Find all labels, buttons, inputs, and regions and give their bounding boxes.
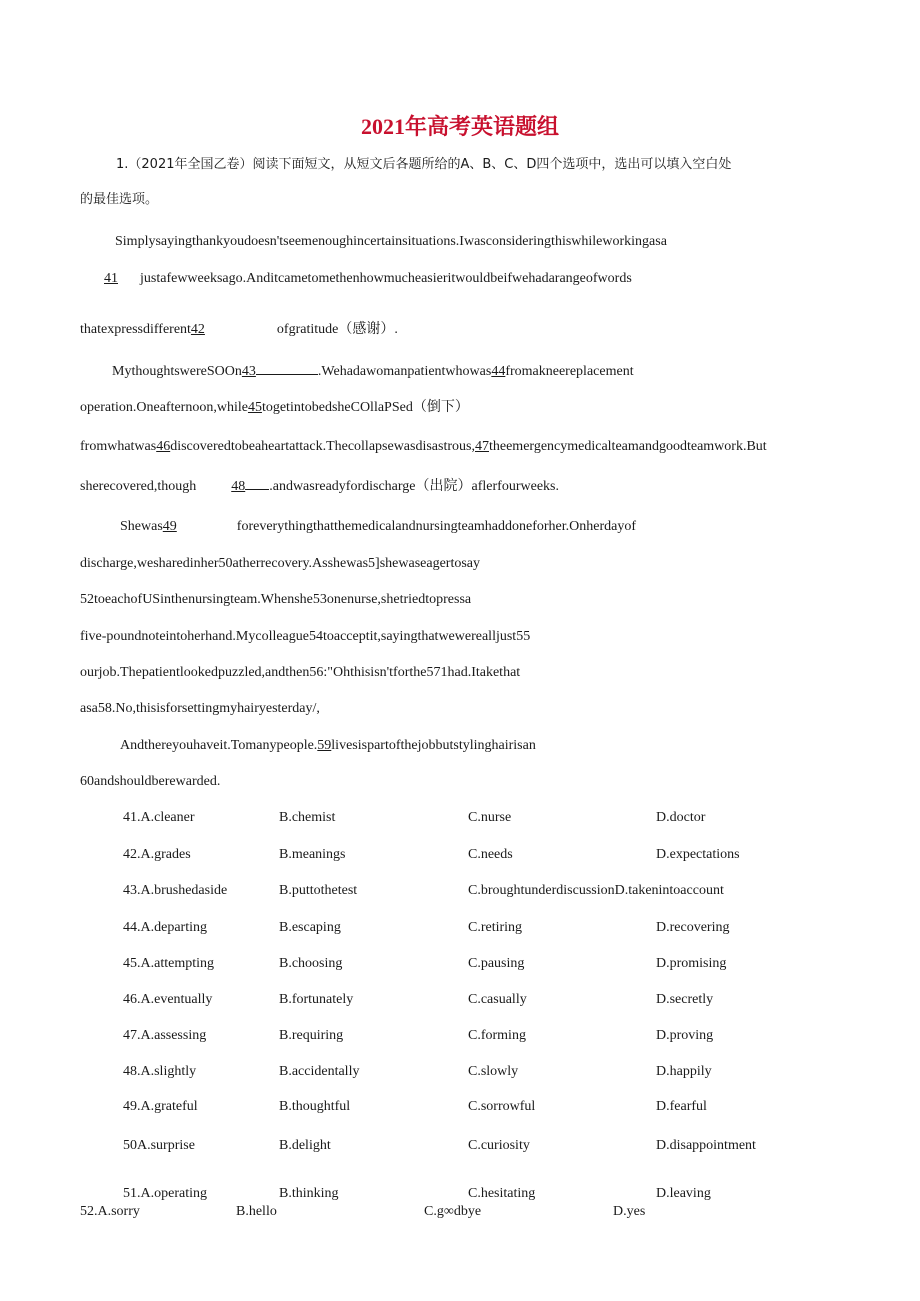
option-d: D.fearful (656, 1099, 707, 1114)
passage-line-4 (112, 361, 634, 381)
option-a: 44.A.departing (123, 920, 207, 935)
blank-line (256, 361, 318, 375)
passage-text: operation.Oneafternoon,while (80, 400, 248, 415)
option-a: 42.A.grades (123, 847, 191, 862)
option-a: 43.A.brushedaside (123, 883, 228, 898)
option-c: C.pausing (468, 956, 525, 971)
passage-line-8 (120, 518, 636, 536)
option-d: D.disappointment (656, 1138, 756, 1153)
passage-text: livesispartofthejobbutstylinghairisan (331, 738, 536, 753)
passage-text: thatexpressdifferent (80, 322, 191, 337)
option-d: D.promising (656, 956, 727, 971)
option-b: B.thoughtful (279, 1099, 351, 1114)
option-d: D.yes (613, 1204, 646, 1219)
option-a: 50A.surprise (123, 1138, 195, 1153)
option-c: C.retiring (468, 920, 523, 935)
option-b: B.thinking (279, 1186, 339, 1201)
passage-line-5 (80, 399, 469, 417)
option-b: B.accidentally (279, 1064, 360, 1079)
passage-text: togetintobedsheCOllaPSed（倒下） (261, 400, 469, 415)
blank-49: 49 (162, 519, 177, 534)
blank-44: 44 (491, 364, 506, 379)
option-d: D.leaving (656, 1186, 711, 1201)
blank-line (245, 476, 269, 490)
option-a: 45.A.attempting (123, 956, 214, 971)
passage-text: Andthereyouhaveit.Tomanypeople. (120, 738, 318, 753)
option-d: D.secretly (656, 992, 714, 1007)
passage-text: Shewas (120, 519, 163, 534)
option-c: C.forming (468, 1028, 526, 1043)
option-d: D.happily (656, 1064, 712, 1079)
passage-text: discoveredtobeaheartattack.Thecollapsewasdisastrous, (170, 439, 475, 454)
page-title: 2021年高考英语题组 (360, 114, 559, 139)
blank-43: 43 (241, 364, 256, 379)
passage-line-1: Simplysayingthankyoudoesn'tseemenoughincertainsituations.Iwasconsideringthiswhileworkingasa (115, 234, 667, 249)
option-b: B.delight (279, 1138, 331, 1153)
option-d: D.recovering (656, 920, 730, 935)
passage-line-9: discharge,wesharedinher50atherrecovery.Asshewas5]shewaseagertosay (80, 556, 480, 571)
passage-text: foreverythingthatthemedicalandnursingteamhaddoneforher.Onherdayof (236, 519, 637, 534)
passage-text: justafewweeksago.Anditcametomethenhowmucheasieritwouldbeifwehadarangeofwords (140, 271, 632, 286)
passage-text: MythoughtswereSOOn (112, 364, 242, 379)
passage-line-11: five-poundnoteintoherhand.Mycolleague54toacceptit,sayingthatwewerealljust55 (80, 629, 531, 644)
option-d: D.doctor (656, 810, 706, 825)
option-b: B.choosing (279, 956, 343, 971)
option-c: C.casually (468, 992, 527, 1007)
passage-line-7 (80, 476, 559, 496)
blank-59: 59 (317, 738, 332, 753)
blank-48: 48 (231, 479, 246, 494)
passage-line-15: 60andshouldberewarded. (80, 774, 221, 789)
passage-text: theemergencymedicalteamandgoodteamwork.But (488, 439, 767, 454)
option-b: B.meanings (279, 847, 346, 862)
option-c: C.curiosity (468, 1138, 530, 1153)
instruction-line-1: 1.（2021年全国乙卷）阅读下面短文，从短文后各题所给的A、B、C、D四个选项中，选出可以填入空白处 (116, 157, 732, 172)
option-a: 51.A.operating (123, 1186, 207, 1201)
option-c: C.sorrowful (468, 1099, 536, 1114)
passage-line-12: ourjob.Thepatientlookedpuzzled,andthen56:"Ohthisisn'tforthe571had.Itakethat (80, 665, 521, 680)
passage-line-14 (120, 737, 536, 755)
blank-42: 42 (190, 322, 205, 337)
option-b: B.chemist (279, 810, 336, 825)
passage-text: fromakneereplacement (505, 364, 634, 379)
option-c: C.slowly (468, 1064, 519, 1079)
option-b: B.puttothetest (279, 883, 358, 898)
option-c: C.nurse (468, 810, 512, 825)
passage-line-3 (80, 321, 398, 339)
option-a: 48.A.slightly (123, 1064, 197, 1079)
option-b: B.fortunately (279, 992, 354, 1007)
option-d: D.expectations (656, 847, 740, 862)
option-b: B.requiring (279, 1028, 344, 1043)
passage-line-6 (80, 438, 767, 456)
option-b: B.escaping (279, 920, 341, 935)
blank-45: 45 (247, 400, 262, 415)
option-d: D.proving (656, 1028, 714, 1043)
passage-text: sherecovered,though (80, 479, 197, 494)
option-c: C.needs (468, 847, 513, 862)
instruction-line-2: 的最佳选项。 (80, 192, 159, 207)
option-a: 46.A.eventually (123, 992, 213, 1007)
option-c: C.g∞dbye (424, 1204, 482, 1219)
blank-47: 47 (474, 439, 489, 454)
option-a: 49.A.grateful (123, 1099, 198, 1114)
option-a: 52.A.sorry (80, 1204, 140, 1219)
option-c-d: C.broughtunderdiscussionD.takenintoaccount (468, 883, 724, 898)
passage-text: ofgratitude（感谢）. (276, 322, 398, 337)
option-b: B.hello (236, 1204, 277, 1219)
passage-text: fromwhatwas (80, 439, 157, 454)
blank-46: 46 (156, 439, 171, 454)
passage-line-10: 52toeachofUSinthenursingteam.Whenshe53onenurse,shetriedtopressa (80, 592, 472, 607)
passage-line-13: asa58.No,thisisforsettingmyhairyesterday/, (80, 701, 320, 716)
passage-line-2 (104, 270, 632, 288)
option-c: C.hesitating (468, 1186, 536, 1201)
blank-41: 41 (104, 271, 118, 286)
passage-text: .Wehadawomanpatientwhowas (317, 364, 492, 379)
option-a: 41.A.cleaner (123, 810, 195, 825)
passage-text: .andwasreadyfordischarge（出院）aflerfourweeks. (269, 479, 559, 494)
option-a: 47.A.assessing (123, 1028, 207, 1043)
